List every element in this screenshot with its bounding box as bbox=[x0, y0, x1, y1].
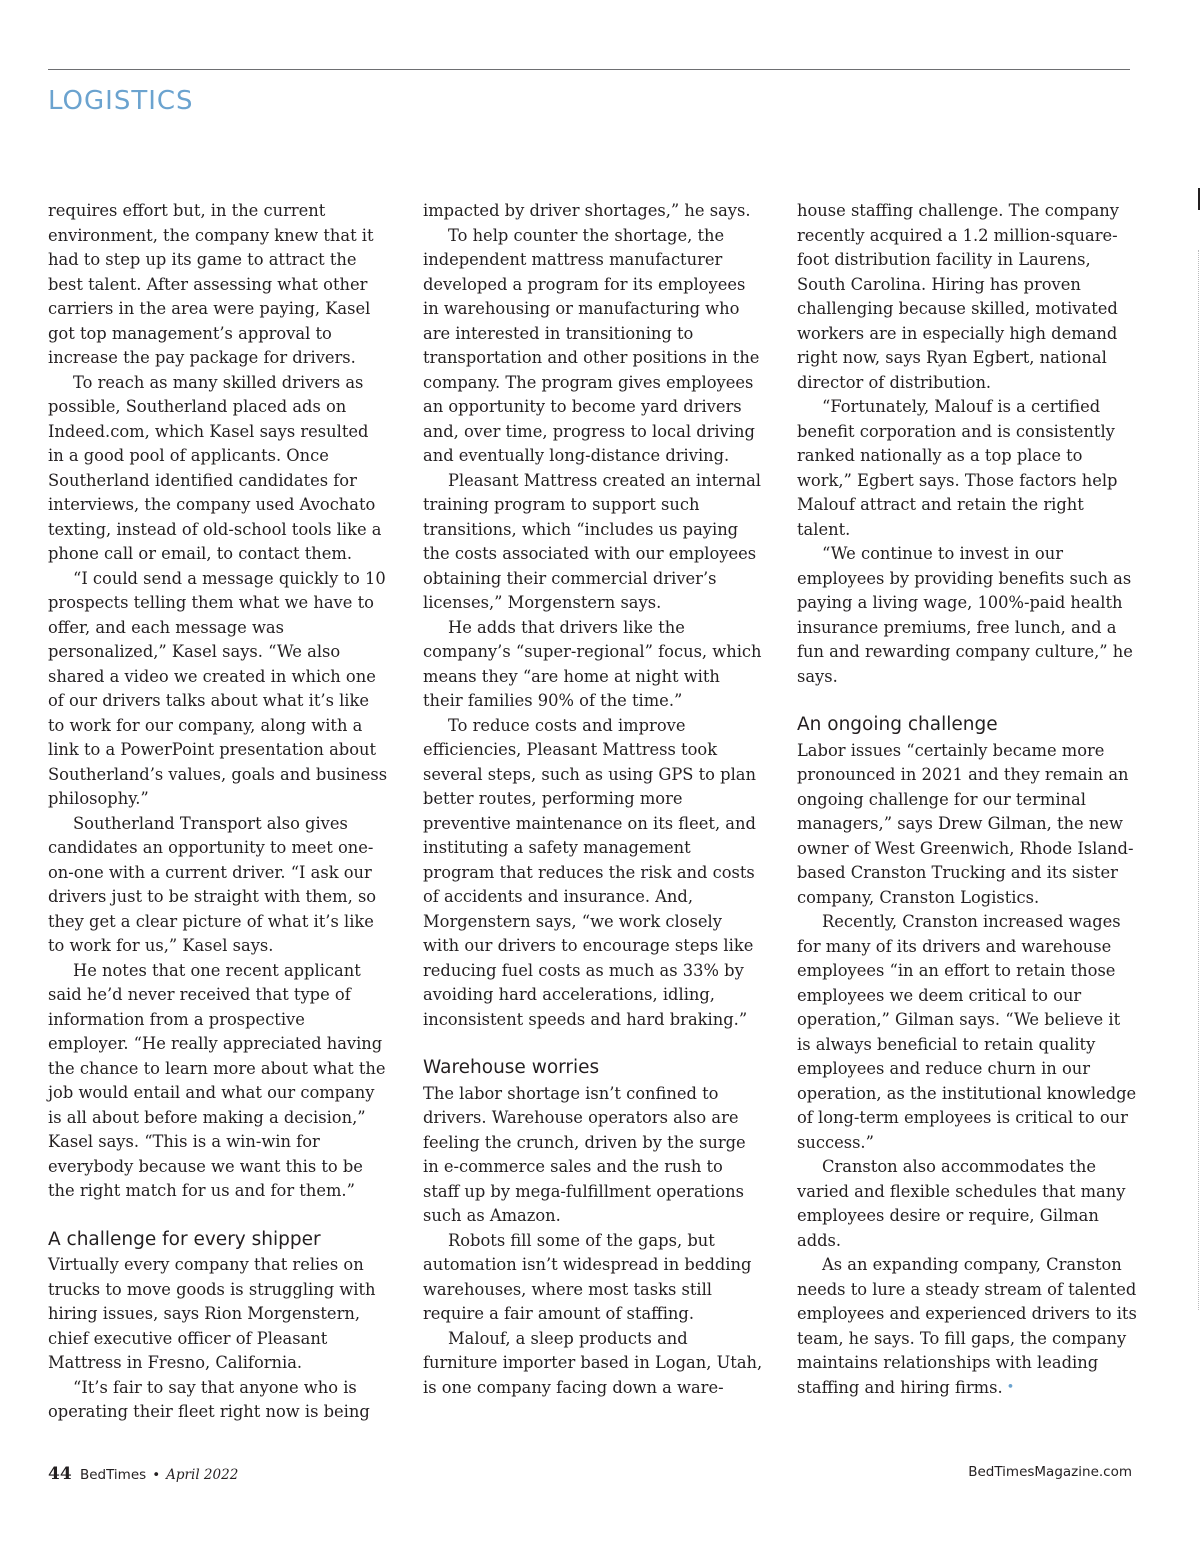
paragraph-text: Recently, Cranston increased wages for many of its drivers and warehouse employees “in an effort to retain those employees we deem critical to our operation,” Gilman says. “We believe it is always beneficial to retain quality employees and reduce churn in our operation, as the institutional knowledge of long-term employees is critical to our success.” bbox=[797, 912, 1137, 1152]
footer-separator: • bbox=[152, 1467, 161, 1483]
subheading bbox=[423, 1056, 763, 1081]
website-link[interactable]: BedTimesMagazine.com bbox=[968, 1464, 1132, 1480]
paragraph bbox=[423, 616, 763, 714]
paragraph-text: “We continue to invest in our employees by providing benefits such as paying a living wage, 100%-paid health insurance premiums, free lunch, and a fun and rewarding company culture,” he says. bbox=[797, 544, 1133, 686]
paragraph-text: Virtually every company that relies on trucks to move goods is struggling with hiring issues, says Rion Morgenstern, chief executive officer of Pleasant Mattress in Fresno, California. bbox=[48, 1255, 376, 1372]
paragraph bbox=[423, 1327, 763, 1401]
subheading bbox=[797, 713, 1137, 738]
paragraph-text: Pleasant Mattress created an internal training program to support such transitions, which “includes us paying the costs associated with our employees obtaining their commercial driver’s licenses,” Morgenstern says. bbox=[423, 470, 761, 612]
subheading-text: Warehouse worries bbox=[423, 1057, 600, 1078]
paragraph-text: To help counter the shortage, the independent mattress manufacturer developed a program for its employees in warehousing or manufacturing who are interested in transitioning to transportation and other positions in the company. The program gives employees an opportunity to become yard drivers and, over time, progress to local driving and eventually long-distance driving. bbox=[423, 225, 760, 465]
paragraph-text: He adds that drivers like the company’s “super-regional” focus, which means they “are home at night with their families 90% of the time.” bbox=[423, 617, 762, 710]
top-rule bbox=[48, 69, 1130, 70]
paragraph-text: impacted by driver shortages,” he says. bbox=[423, 201, 751, 220]
subheading-text: A challenge for every shipper bbox=[48, 1228, 321, 1250]
paragraph-text: The labor shortage isn’t confined to drivers. Warehouse operators also are feeling the crunch, driven by the surge in e-commerce sales and the rush to staff up by mega-fulfillment operations such as Amazon. bbox=[423, 1083, 746, 1225]
subheading-text: An ongoing challenge bbox=[797, 714, 998, 735]
paragraph-text: requires effort but, in the current environment, the company knew that it had to step up its game to attract the best talent. After assessing what other carriers in the area were paying, Kasel got top management’s approval to increase the pay package for drivers. bbox=[48, 201, 374, 367]
end-mark-icon: • bbox=[1006, 1379, 1015, 1395]
issue-date: April 2022 bbox=[166, 1467, 239, 1483]
paragraph-text: Robots fill some of the gaps, but automation isn’t widespread in bedding warehouses, where most tasks still require a fair amount of staffing. bbox=[423, 1230, 752, 1323]
paragraph-text: “It’s fair to say that anyone who is operating their fleet right now is being bbox=[48, 1377, 370, 1421]
paragraph bbox=[797, 395, 1137, 542]
paragraph bbox=[48, 371, 388, 567]
paragraph bbox=[423, 199, 763, 224]
paragraph-text: Malouf, a sleep products and furniture importer based in Logan, Utah, is one company facing down a ware- bbox=[423, 1328, 763, 1397]
paragraph bbox=[48, 567, 388, 812]
paragraph bbox=[48, 199, 388, 371]
paragraph-text: To reduce costs and improve efficiencies, Pleasant Mattress took several steps, such as using GPS to plan better routes, performing more preventive maintenance on its fleet, and instituting a safety management program that reduces the risk and costs of accidents and insurance. And, Morgenstern says, “we work closely with our drivers to encourage steps like reducing fuel costs as much as 33% by avoiding hard accelerations, idling, inconsistent speeds and hard braking.” bbox=[423, 715, 756, 1029]
magazine-name: BedTimes bbox=[79, 1467, 147, 1483]
paragraph bbox=[797, 1253, 1137, 1400]
paragraph bbox=[797, 542, 1137, 689]
paragraph-text: Labor issues “certainly became more pronounced in 2021 and they remain an ongoing challenge for our terminal managers,” says Drew Gilman, the new owner of West Greenwich, Rhode Island-based Cranston Trucking and its sister company, Cranston Logistics. bbox=[797, 740, 1134, 907]
paragraph bbox=[423, 469, 763, 616]
paragraph-text: To reach as many skilled drivers as possible, Southerland placed ads on Indeed.com, which Kasel says resulted in a good pool of applicants. Once Southerland identified candidates for interviews, the company used Avochato texting, instead of old-school tools like a phone call or email, to contact them. bbox=[48, 372, 382, 563]
paragraph-text: He notes that one recent applicant said he’d never received that type of information from a prospective employer. “He really appreciated having the chance to learn more about what the job would entail and what our company is all about before making a decision,” Kasel says. “This is a win-win for everybody because we want this to be the right match for us and for them.” bbox=[48, 960, 386, 1200]
paragraph bbox=[797, 199, 1137, 395]
paragraph bbox=[423, 1082, 763, 1229]
edge-dotted-rule bbox=[1197, 250, 1199, 1310]
paragraph bbox=[48, 1376, 388, 1425]
paragraph bbox=[48, 959, 388, 1204]
paragraph-text: Cranston also accommodates the varied and flexible schedules that many employees desire or require, Gilman adds. bbox=[797, 1157, 1126, 1250]
paragraph bbox=[797, 1155, 1137, 1253]
paragraph-text: “Fortunately, Malouf is a certified benefit corporation and is consistently ranked nationally as a top place to work,” Egbert says. Those factors help Malouf attract and retain the right talent. bbox=[797, 397, 1118, 539]
article-column-3 bbox=[797, 199, 1137, 1400]
subheading bbox=[48, 1228, 388, 1253]
paragraph-text: “I could send a message quickly to 10 prospects telling them what we have to offer, and each message was personalized,” Kasel says. “We also shared a video we created in which one of our drivers talks about what it’s like to work for our company, along with a link to a PowerPoint presentation about Southerland’s values, goals and business philosophy.” bbox=[48, 568, 388, 808]
page-number: 44 bbox=[48, 1464, 72, 1484]
paragraph-text: Southerland Transport also gives candidates an opportunity to meet one-on-one with a current driver. “I ask our drivers just to be straight with them, so they get a clear picture of what it’s like to work for us,” Kasel says. bbox=[48, 813, 377, 955]
paragraph bbox=[797, 910, 1137, 1155]
article-column-1 bbox=[48, 199, 388, 1425]
paragraph-text: house staffing challenge. The company recently acquired a 1.2 million-square-foot distribution facility in Laurens, South Carolina. Hiring has proven challenging because skilled, motivated workers are in especially high demand right now, says Ryan Egbert, national director of distribution. bbox=[797, 201, 1119, 392]
paragraph bbox=[48, 1253, 388, 1376]
paragraph bbox=[423, 224, 763, 469]
paragraph bbox=[48, 812, 388, 959]
paragraph bbox=[423, 1229, 763, 1327]
paragraph bbox=[423, 714, 763, 1033]
paragraph bbox=[797, 739, 1137, 911]
section-label: LOGISTICS bbox=[48, 86, 194, 116]
page-footer bbox=[48, 1464, 1132, 1488]
paragraph-text: As an expanding company, Cranston needs to lure a steady stream of talented employees and experienced drivers to its team, he says. To fill gaps, the company maintains relationships with leading staffing and hiring firms. bbox=[797, 1255, 1137, 1397]
article-column-2 bbox=[423, 199, 763, 1400]
